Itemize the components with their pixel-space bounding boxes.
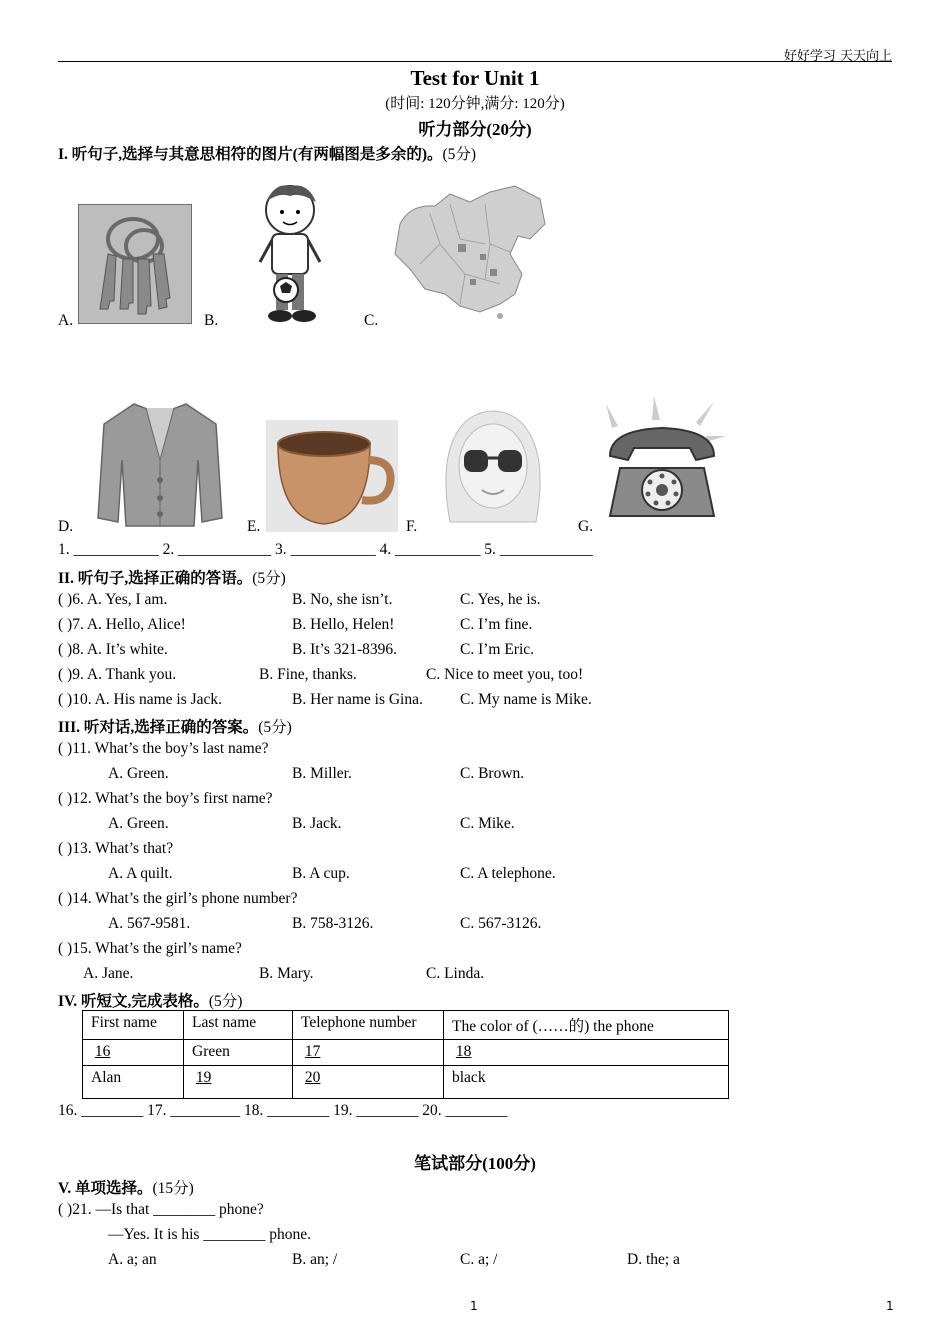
section-3-num: III. [58, 719, 80, 736]
section-2-title: 听句子,选择正确的答语。 [77, 570, 253, 587]
footer-page-number-right: 1 [886, 1299, 894, 1313]
section-5-title: 单项选择。 [74, 1180, 153, 1197]
q10-option-b: B. Her name is Gina. [292, 691, 423, 708]
q8-option-c: C. I’m Eric. [460, 641, 535, 658]
telephone-image [596, 396, 728, 530]
table-row [83, 1040, 729, 1066]
q6-option-a: ( )6. A. Yes, I am. [58, 591, 168, 608]
q13-option-c: C. A telephone. [460, 865, 556, 882]
written-header: 笔试部分(100分) [414, 1154, 536, 1173]
q12-question: ( )12. What’s the boy’s first name? [58, 790, 273, 807]
blank-17[interactable]: 17 [304, 1043, 321, 1060]
jacket-image [94, 400, 226, 528]
image-label-b: B. [204, 312, 219, 329]
image-label-e: E. [247, 518, 261, 535]
q21-option-b: B. an; / [292, 1251, 338, 1268]
q13-option-b: B. A cup. [292, 865, 350, 882]
section-2-score: (5分) [252, 570, 286, 587]
image-label-g: G. [578, 518, 594, 535]
section-1-heading [58, 142, 476, 164]
table-row [83, 1066, 729, 1099]
q15-question: ( )15. What’s the girl’s name? [58, 940, 242, 957]
china-map-image [390, 184, 550, 324]
q6-option-c: C. Yes, he is. [460, 591, 541, 608]
header-note: 好好学习 天天向上 [783, 49, 892, 64]
image-label-c: C. [364, 312, 379, 329]
header-rule [58, 61, 892, 62]
q11-option-c: C. Brown. [460, 765, 525, 782]
q9-option-a: ( )9. A. Thank you. [58, 666, 177, 683]
section-4-score: (5分) [208, 993, 243, 1010]
table-cell [293, 1066, 444, 1099]
q15-option-b: B. Mary. [259, 965, 314, 982]
q14-option-b: B. 758-3126. [292, 915, 374, 932]
q21-line-2: —Yes. It is his ________ phone. [108, 1226, 311, 1243]
section-2-num: II. [58, 570, 74, 587]
q12-option-a: A. Green. [108, 815, 169, 832]
info-table [82, 1010, 729, 1099]
image-label-d: D. [58, 518, 74, 535]
q15-option-a: A. Jane. [83, 965, 134, 982]
q10-option-a: ( )10. A. His name is Jack. [58, 691, 223, 708]
q7-option-a: ( )7. A. Hello, Alice! [58, 616, 186, 633]
section-5-heading [58, 1176, 194, 1198]
table-cell: black [444, 1066, 729, 1099]
section-1-score: (5分) [442, 146, 477, 163]
q7-option-b: B. Hello, Helen! [292, 616, 395, 633]
section-1-num: I. [58, 146, 68, 163]
page-subtitle: (时间: 120分钟,满分: 120分) [385, 96, 565, 112]
blank-16[interactable]: 16 [94, 1043, 111, 1060]
q21-line-1: ( )21. —Is that ________ phone? [58, 1201, 264, 1218]
section-4-num: IV. [58, 993, 78, 1010]
q9-option-c: C. Nice to meet you, too! [426, 666, 584, 683]
section-1-title: 听句子,选择与其意思相符的图片(有两幅图是多余的)。 [71, 146, 443, 163]
table-header-cell: First name [83, 1011, 184, 1040]
q6-option-b: B. No, she isn’t. [292, 591, 393, 608]
q12-option-c: C. Mike. [460, 815, 515, 832]
page-title: Test for Unit 1 [410, 66, 540, 90]
footer-page-number: 1 [470, 1299, 478, 1313]
cup-image [266, 420, 398, 532]
section-5-num: V. [58, 1180, 72, 1197]
table-header-cell: The color of (……的) the phone [444, 1011, 729, 1040]
keys-image [78, 204, 192, 324]
table-header-cell: Last name [184, 1011, 293, 1040]
q9-option-b: B. Fine, thanks. [259, 666, 357, 683]
q12-option-b: B. Jack. [292, 815, 342, 832]
section-2-heading [58, 566, 286, 588]
section-4-title: 听短文,完成表格。 [80, 993, 209, 1010]
table-cell [444, 1040, 729, 1066]
q13-question: ( )13. What’s that? [58, 840, 174, 857]
table-cell [83, 1040, 184, 1066]
q11-question: ( )11. What’s the boy’s last name? [58, 740, 269, 757]
section-4-answer-line: 16. ________ 17. _________ 18. ________ 19. ________ 20. ________ [58, 1102, 508, 1119]
q8-option-a: ( )8. A. It’s white. [58, 641, 168, 658]
table-header-row [83, 1011, 729, 1040]
image-label-f: F. [406, 518, 418, 535]
q15-option-c: C. Linda. [426, 965, 485, 982]
q14-option-a: A. 567-9581. [108, 915, 191, 932]
section-3-title: 听对话,选择正确的答案。 [83, 719, 259, 736]
q10-option-c: C. My name is Mike. [460, 691, 592, 708]
blank-18[interactable]: 18 [455, 1043, 472, 1060]
section-3-heading [58, 715, 292, 737]
boy-image [250, 182, 330, 327]
q11-option-b: B. Miller. [292, 765, 352, 782]
q21-option-d: D. the; a [627, 1251, 680, 1268]
q21-option-c: C. a; / [460, 1251, 498, 1268]
image-label-a: A. [58, 312, 74, 329]
q14-option-c: C. 567-3126. [460, 915, 542, 932]
q14-question: ( )14. What’s the girl’s phone number? [58, 890, 298, 907]
girl-glasses-image [430, 404, 556, 526]
blank-20[interactable]: 20 [304, 1069, 321, 1086]
table-cell: Alan [83, 1066, 184, 1099]
blank-19[interactable]: 19 [195, 1069, 212, 1086]
table-cell [184, 1066, 293, 1099]
q21-option-a: A. a; an [108, 1251, 157, 1268]
q7-option-c: C. I’m fine. [460, 616, 533, 633]
section-1-answer-line: 1. ___________ 2. ____________ 3. ___________ 4. ___________ 5. ____________ [58, 541, 593, 558]
q8-option-b: B. It’s 321-8396. [292, 641, 398, 658]
table-cell: Green [184, 1040, 293, 1066]
table-header-cell: Telephone number [293, 1011, 444, 1040]
section-3-score: (5分) [258, 719, 292, 736]
section-5-score: (15分) [152, 1180, 194, 1197]
table-cell [293, 1040, 444, 1066]
listening-header: 听力部分(20分) [418, 120, 532, 139]
q13-option-a: A. A quilt. [108, 865, 173, 882]
section-4-heading [58, 989, 242, 1011]
q11-option-a: A. Green. [108, 765, 169, 782]
